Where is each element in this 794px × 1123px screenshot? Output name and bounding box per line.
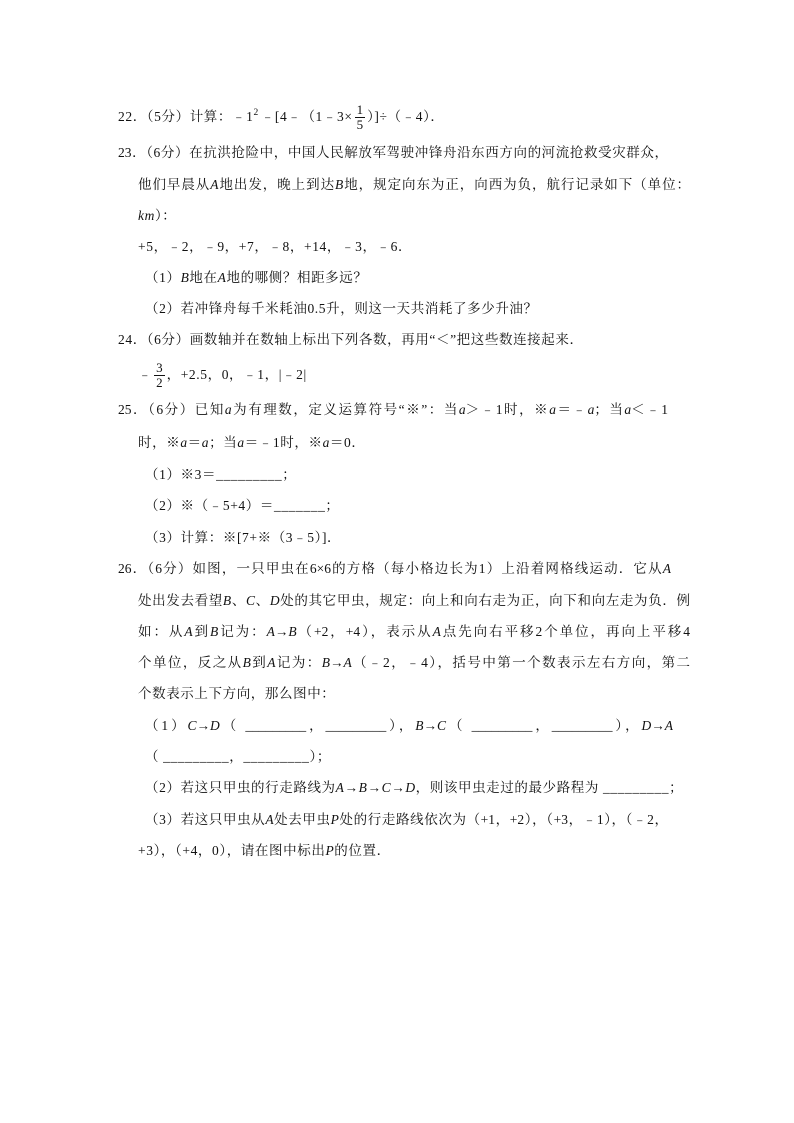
q22-prefix: 22．（5分）计算：﹣1 [118,109,254,124]
q22-middle: ﹣[4﹣（1﹣3× [260,109,353,124]
math-variable: a [587,402,595,417]
math-variable: B [222,593,232,608]
q26-stem-line-3: 如：从A到B记为：A→B（+2，+4），表示从A点先向右平移2个单位，再向上平移4 [138,624,690,639]
q24-fraction [154,361,165,390]
math-variable: A [343,655,352,670]
q25-part-1: （1）※3＝_________； [145,467,297,482]
math-variable: a [180,435,188,450]
math-variable: A [265,812,274,827]
q25-stem-line-1: 25．（6分）已知a为有理数，定义运算符号“※”：当a＞﹣1时，※a＝﹣a；当a＜﹣1 [118,402,668,417]
math-variable: B [288,624,297,639]
q24-fraction-numerator: 3 [156,360,163,376]
math-variable: a [237,435,245,450]
math-variable: A [210,177,219,192]
math-variable: C [187,718,197,733]
math-variable: C [437,718,447,733]
q22-line [118,100,445,134]
math-variable: B [321,655,330,670]
math-variable: D [210,718,220,733]
math-variable: P [330,812,339,827]
q23-stem-line-3: km）： [138,208,177,223]
math-variable: A [267,655,276,670]
q25-part-3: （3）计算：※[7+※（3﹣5）]． [145,530,342,545]
math-variable: a [224,402,232,417]
math-variable: B [335,177,344,192]
math-variable: B [415,718,424,733]
q25-part-2: （2）※（﹣5+4）＝_______； [145,498,340,513]
q26-part-3-line-2: +3），（+4，0），请在图中标出P的位置． [138,843,391,858]
q23-part-2: （2）若冲锋舟每千米耗油0.5升，则这一天共消耗了多少升油？ [145,301,538,316]
math-variable: B [210,624,219,639]
q24-numbers-rest: ，+2.5，0，﹣1，|﹣2| [166,367,307,382]
math-variable: a [549,402,556,417]
math-variable: a [458,402,466,417]
math-variable: C [245,593,255,608]
math-variable: A [664,718,673,733]
q26-stem-line-4: 个单位，反之从B到A记为：B→A（﹣2，﹣4），括号中第一个数表示左右方向，第二 [138,655,690,670]
q23-records: +5，﹣2，﹣9，+7，﹣8，+14，﹣3，﹣6． [138,239,413,254]
math-variable: A [432,624,441,639]
q23-stem-line-2: 他们早晨从A地出发，晚上到达B地，规定向东为正，向西为负，航行记录如下（单位： [138,177,690,192]
q26-part-1-line-1: （1）C→D（ _________，_________），B→C（ _________，_________），D→A [145,718,673,733]
q26-stem-line-5: 个数表示上下方向，那么图中： [138,686,336,701]
math-variable: A [335,780,345,795]
q22-fraction [355,103,366,132]
q25-stem-line-2: 时，※a＝a；当a＝﹣1时，※a＝0． [138,435,366,450]
math-variable: B [180,270,190,285]
math-variable: C [381,780,392,795]
math-variable: a [322,435,330,450]
math-variable: a [624,402,632,417]
q22-fraction-denominator: 5 [356,117,364,133]
math-variable: B [358,780,368,795]
math-variable: D [405,780,416,795]
q26-part-2: （2）若这只甲虫的行走路线为A→B→C→D，则该甲虫走过的最少路程为 _________； [145,780,684,795]
math-variable: A [266,624,275,639]
math-variable: P [325,843,335,858]
q22-exponent: 2 [253,108,259,118]
math-variable: D [269,593,280,608]
q26-part-1-line-2: （ _________，_________）； [145,749,331,764]
q24-negative-sign: ﹣ [138,367,153,382]
q24-stem: 24．（6分）画数轴并在数轴上标出下列各数，再用“＜”把这些数连接起来． [118,332,584,347]
math-variable: km [138,208,155,223]
q26-stem-line-2: 处出发去看望B、C、D处的其它甲虫，规定：向上和向右走为正，向下和向左走为负．例 [138,593,690,608]
q22-fraction-numerator: 1 [356,102,364,118]
q23-part-1: （1）B地在A地的哪侧？相距多远？ [145,270,368,285]
q23-stem-line-1: 23．（6分）在抗洪抢险中，中国人民解放军驾驶冲锋舟沿东西方向的河流抢救受灾群众， [118,145,668,160]
math-variable: A [217,270,227,285]
math-variable: a [201,435,210,450]
math-variable: A [662,561,671,576]
math-variable: A [184,624,193,639]
q26-part-3-line-1: （3）若这只甲虫从A处去甲虫P处的行走路线依次为（+1，+2），（+3，﹣1），（﹣2， [145,812,668,827]
q24-fraction-denominator: 2 [156,375,163,391]
q22-suffix: ）]÷（﹣4）． [367,109,445,124]
q26-stem-line-1: 26．（6分）如图，一只甲虫在6×6的方格（每小格边长为1）上沿着网格线运动．它从A [118,561,671,576]
math-variable: B [242,655,251,670]
math-variable: D [641,718,652,733]
q24-numbers [138,358,307,392]
